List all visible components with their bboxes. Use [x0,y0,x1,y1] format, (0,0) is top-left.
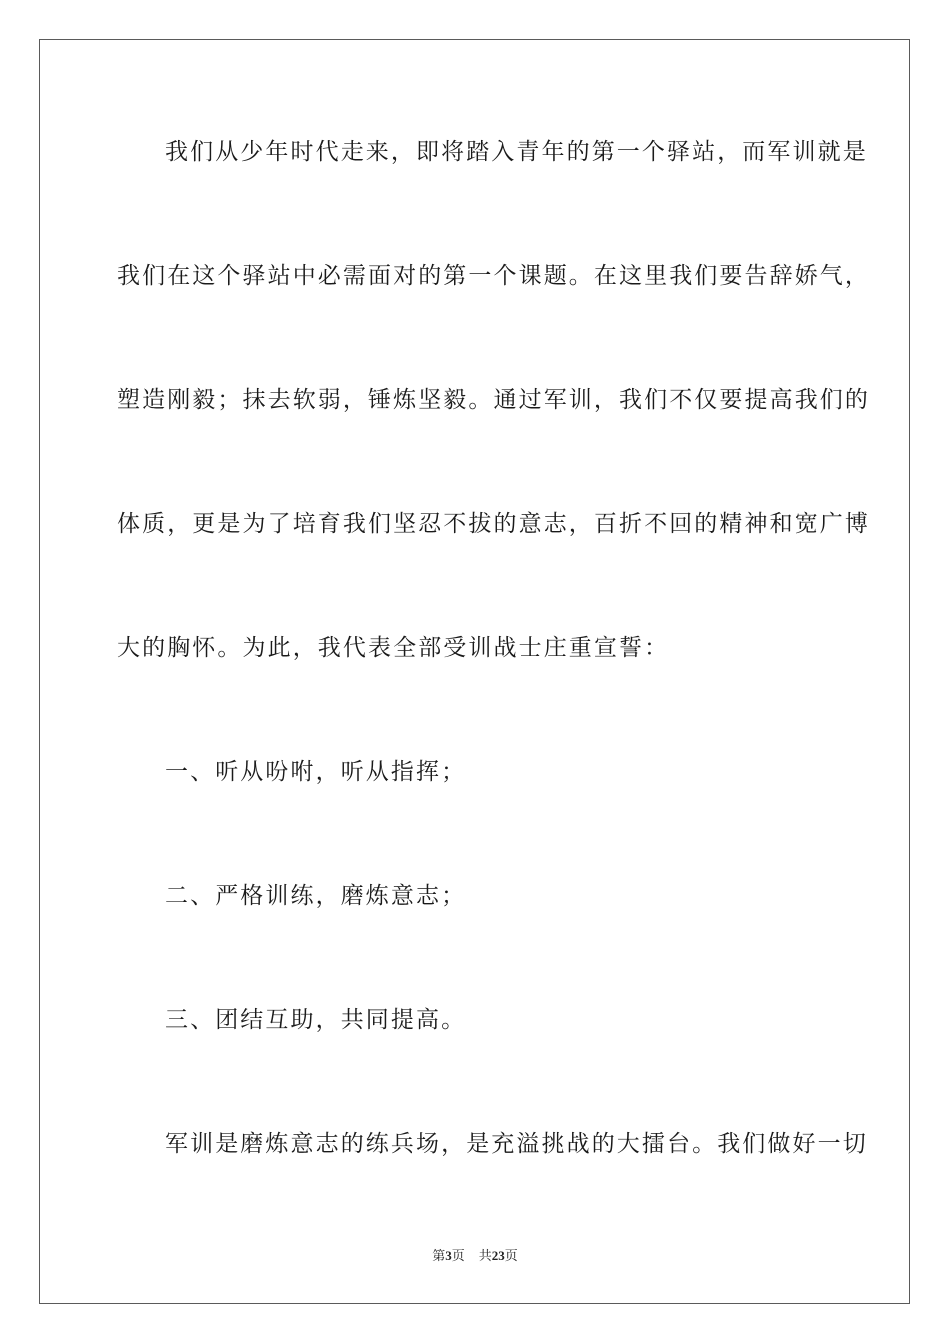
paragraph-line: 体质，更是为了培育我们坚忍不拔的意志，百折不回的精神和宽广博 [117,511,870,537]
paragraph-line: 大的胸怀。为此，我代表全部受训战士庄重宣誓： [117,635,670,661]
paragraph-line: 我们从少年时代走来，即将踏入青年的第一个驿站，而军训就是 [165,139,868,165]
list-item-2: 二、严格训练，磨炼意志； [165,883,467,909]
footer-total-number: 23 [491,1248,505,1263]
page-border [39,39,910,1304]
paragraph-line: 军训是磨炼意志的练兵场，是充溢挑战的大擂台。我们做好一切 [165,1131,868,1157]
footer-page-prefix: 第 [432,1248,446,1263]
page-footer [0,1247,950,1265]
list-item-3: 三、团结互助，共同提高。 [165,1007,467,1033]
footer-page-number: 3 [445,1248,452,1263]
paragraph-line: 我们在这个驿站中必需面对的第一个课题。在这里我们要告辞娇气， [117,263,870,289]
footer-page-suffix: 页 [451,1248,465,1263]
footer-total-prefix: 共 [478,1248,492,1263]
paragraph-line: 塑造刚毅；抹去软弱，锤炼坚毅。通过军训，我们不仅要提高我们的 [117,387,870,413]
footer-total-suffix: 页 [504,1248,518,1263]
list-item-1: 一、听从吩咐，听从指挥； [165,759,467,785]
